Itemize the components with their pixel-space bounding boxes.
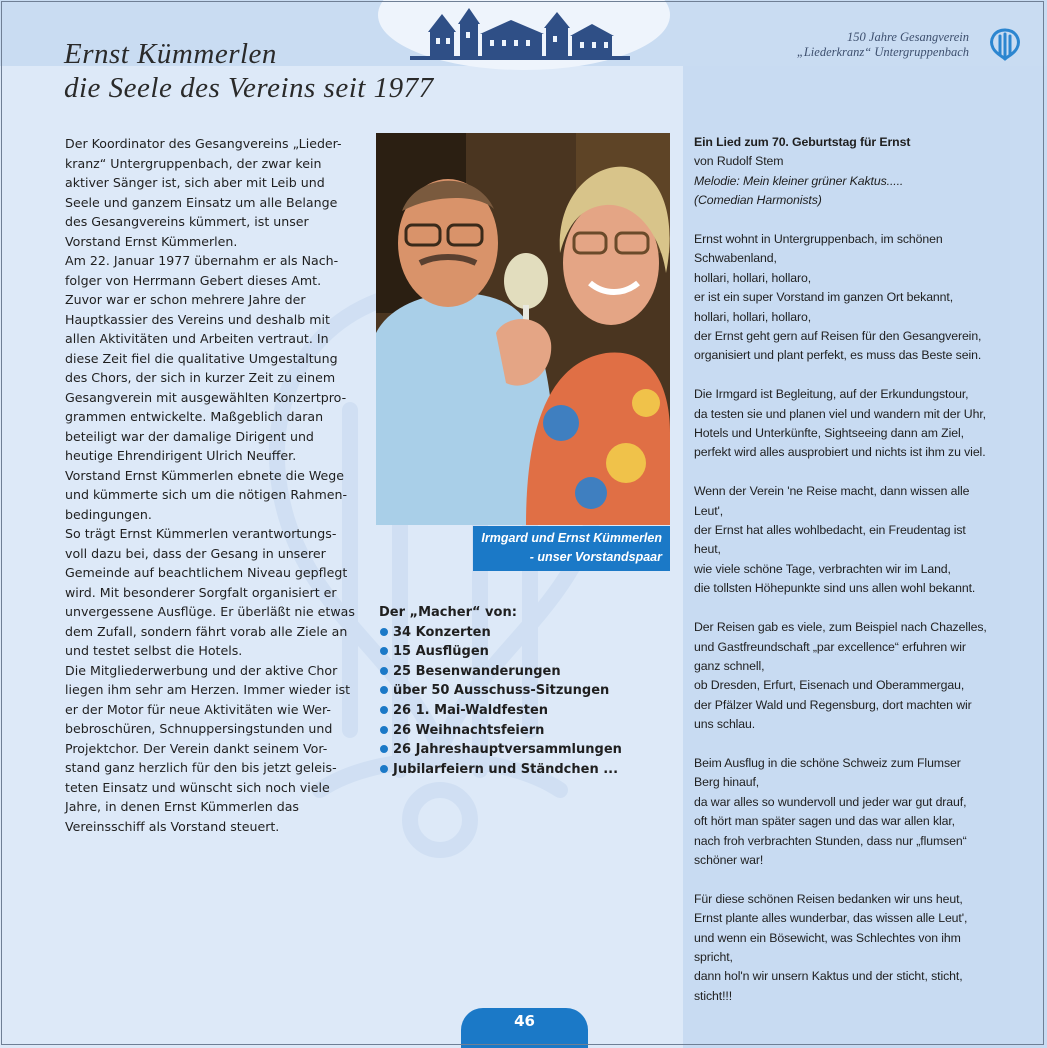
song-line: Wenn der Verein 'ne Reise macht, dann wissen alle Leut', <box>694 484 970 518</box>
list-item-label: über 50 Ausschuss-Sitzungen <box>393 683 610 699</box>
song-line: Der Reisen gab es viele, zum Beispiel nach Chazelles, <box>694 620 987 635</box>
list-item-label: 25 Besenwanderungen <box>393 663 561 679</box>
bullet-icon <box>380 745 388 753</box>
makers-title: Der „Macher“ von: <box>379 605 517 620</box>
song-line: und Gastfreundschaft „par excellence“ erfuhren wir <box>694 639 966 654</box>
bullet-icon <box>380 667 388 675</box>
song-line: Berg hinauf, <box>694 775 760 790</box>
list-item-label: 34 Konzerten <box>393 624 491 640</box>
article-paragraph: Der Koordinator des Gesangvereins „Lieder-kranz“ Untergruppenbach, der zwar kein aktiver Sänger ist, sich aber mit Leib und Seele und ganzem Einsatz um alle Belange des Gesangvereins kümmert, ist unser Vorstand Ernst Kümmerlen. <box>65 136 342 249</box>
page-title: Ernst Kümmerlen <box>64 38 277 70</box>
song-melody-source: (Comedian Harmonists) <box>694 193 822 208</box>
song-line: spricht, <box>694 949 733 964</box>
list-item-label: 26 Jahreshauptversammlungen <box>393 742 622 758</box>
bullet-icon <box>380 706 388 714</box>
song-line: organisiert und plant perfekt, es muss das Beste sein. <box>694 348 982 363</box>
header-anniversary-line2: „Liederkranz“ Untergruppenbach <box>796 45 969 59</box>
song-column <box>694 133 994 1006</box>
couple-photo-illustration <box>376 133 670 525</box>
song-line: der Ernst geht gern auf Reisen für den Gesangverein, <box>694 329 982 344</box>
bullet-icon <box>380 647 388 655</box>
song-line: hollari, hollari, hollaro, <box>694 309 812 324</box>
song-line: sticht!!! <box>694 988 733 1003</box>
article-paragraph: Am 22. Januar 1977 übernahm er als Nach-folger von Herrmann Gebert dieses Amt. Zuvor war er schon mehrere Jahre der Hauptkassier des Vereins und deshalb mit allen Aktivitäten und Arbeiten vertraut. In diese Zeit fiel die qualitative Umgestaltung des Chors, der sich in kurzer Zeit zu einem Gesangverein mit ausgewählten Konzertpro-grammen entwickelte. Maßgeblich daran beteiligt war der damalige Dirigent und heutige Ehrendirigent Ulrich Neuffer. Vorstand Ernst Kümmerlen ebnete die Wege und kümmerte sich um die nötigen Rahmen-bedingungen. <box>65 253 348 522</box>
makers-items <box>379 623 622 780</box>
list-item-label: 26 1. Mai-Waldfesten <box>393 702 549 718</box>
castle-icon <box>410 4 630 66</box>
song-line: der Pfälzer Wald und Regensburg, dort machten wir <box>694 697 972 712</box>
stanza-gap <box>694 870 994 889</box>
song-stanza <box>694 482 994 598</box>
song-line: ganz schnell, <box>694 658 765 673</box>
list-item <box>379 662 622 682</box>
song-line: da war alles so wundervoll und jeder war gut drauf, <box>694 794 967 809</box>
song-line: der Ernst hat alles wohlbedacht, ein Freudentag ist heut, <box>694 523 966 557</box>
bullet-icon <box>380 765 388 773</box>
song-stanza <box>694 230 994 366</box>
song-line: die tollsten Höhepunkte sind uns allen wohl bekannt. <box>694 581 976 596</box>
song-line: er ist ein super Vorstand im ganzen Ort bekannt, <box>694 290 954 305</box>
song-melody: Melodie: Mein kleiner grüner Kaktus..... <box>694 173 904 188</box>
song-line: oft hört man später sagen und das war allen klar, <box>694 814 956 829</box>
photo-caption-line1: Irmgard und Ernst Kümmerlen <box>481 531 662 545</box>
song-line: Die Irmgard ist Begleitung, auf der Erkundungstour, <box>694 387 969 402</box>
song-line: Schwabenland, <box>694 251 777 266</box>
list-item-label: 26 Weihnachtsfeiern <box>393 722 545 738</box>
song-stanza <box>694 618 994 734</box>
song-stanza <box>694 754 994 870</box>
stanza-gap <box>694 463 994 482</box>
page-number: 46 <box>514 1012 535 1030</box>
photo-caption <box>473 526 670 571</box>
song-line: Beim Ausflug in die schöne Schweiz zum Flumser <box>694 755 961 770</box>
song-line: da testen sie und planen viel und wandern mit der Uhr, <box>694 406 986 421</box>
song-line: schöner war! <box>694 852 764 867</box>
song-line: Ernst plante alles wunderbar, das wissen alle Leut', <box>694 911 968 926</box>
song-stanzas <box>694 230 994 1006</box>
song-line: und wenn ein Bösewicht, was Schlechtes von ihm <box>694 930 961 945</box>
list-item <box>379 760 622 780</box>
list-item-label: 15 Ausflügen <box>393 644 489 660</box>
song-line: Hotels und Unterkünfte, Sightseeing dann am Ziel, <box>694 426 964 441</box>
bullet-icon <box>380 726 388 734</box>
bullet-icon <box>380 628 388 636</box>
list-item <box>379 701 622 721</box>
song-line: wie viele schöne Tage, verbrachten wir im Land, <box>694 561 951 576</box>
song-line: dann hol'n wir unsern Kaktus und der sticht, sticht, <box>694 969 963 984</box>
stanza-gap <box>694 211 994 230</box>
list-item-label: Jubilarfeiern und Ständchen ... <box>393 761 619 777</box>
list-item <box>379 623 622 643</box>
song-line: Ernst wohnt in Untergruppenbach, im schönen <box>694 232 943 247</box>
list-item <box>379 642 622 662</box>
header-anniversary <box>797 30 969 60</box>
song-line: nach froh verbrachten Stunden, dass nur „flumsen“ <box>694 833 967 848</box>
list-item <box>379 740 622 760</box>
lyre-logo-icon <box>986 26 1024 62</box>
stanza-gap <box>694 599 994 618</box>
song-line: hollari, hollari, hollaro, <box>694 270 812 285</box>
stanza-gap <box>694 735 994 754</box>
song-title: Ein Lied zum 70. Geburtstag für Ernst <box>694 135 911 149</box>
song-author: von Rudolf Stem <box>694 154 784 169</box>
list-item <box>379 721 622 741</box>
article-paragraph: So trägt Ernst Kümmerlen verantwortungs-voll dazu bei, dass der Gesang in unserer Gemeinde auf beachtlichem Niveau gepflegt wird. Mit besonderer Sorgfalt organisiert er unvergessene Ausflüge. Er überläßt nie etwas dem Zufall, sondern fährt vorab alle Ziele an und testet selbst die Hotels. <box>65 526 355 658</box>
couple-photo <box>376 133 670 525</box>
article-paragraph: Die Mitgliederwerbung und der aktive Chor liegen ihm sehr am Herzen. Immer wieder ist er der Motor für neue Aktivitäten wie Wer-bebroschüren, Schnuppersingstunden und Projektchor. Der Verein dankt seinem Vor-stand ganz herzlich für den bis jetzt geleis-teten Einsatz und wünscht sich noch viele Jahre, in denen Ernst Kümmerlen das Vereinsschiff als Vorstand steuert. <box>65 662 351 834</box>
song-line: Für diese schönen Reisen bedanken wir uns heut, <box>694 891 963 906</box>
page-number-tab <box>461 1008 588 1048</box>
list-item <box>379 681 622 701</box>
song-line: ob Dresden, Erfurt, Eisenach und Oberammergau, <box>694 678 965 693</box>
article-body <box>65 134 355 836</box>
bullet-icon <box>380 686 388 694</box>
song-stanza <box>694 890 994 1006</box>
song-line: uns schlau. <box>694 717 756 732</box>
header-anniversary-line1: 150 Jahre Gesangverein <box>847 30 969 44</box>
photo-caption-line2: - unser Vorstandspaar <box>529 550 662 564</box>
song-stanza <box>694 385 994 463</box>
song-line: perfekt wird alles ausprobiert und nichts ist ihm zu viel. <box>694 445 986 460</box>
page-subtitle: die Seele des Vereins seit 1977 <box>64 72 434 104</box>
stanza-gap <box>694 366 994 385</box>
makers-list <box>379 603 622 779</box>
